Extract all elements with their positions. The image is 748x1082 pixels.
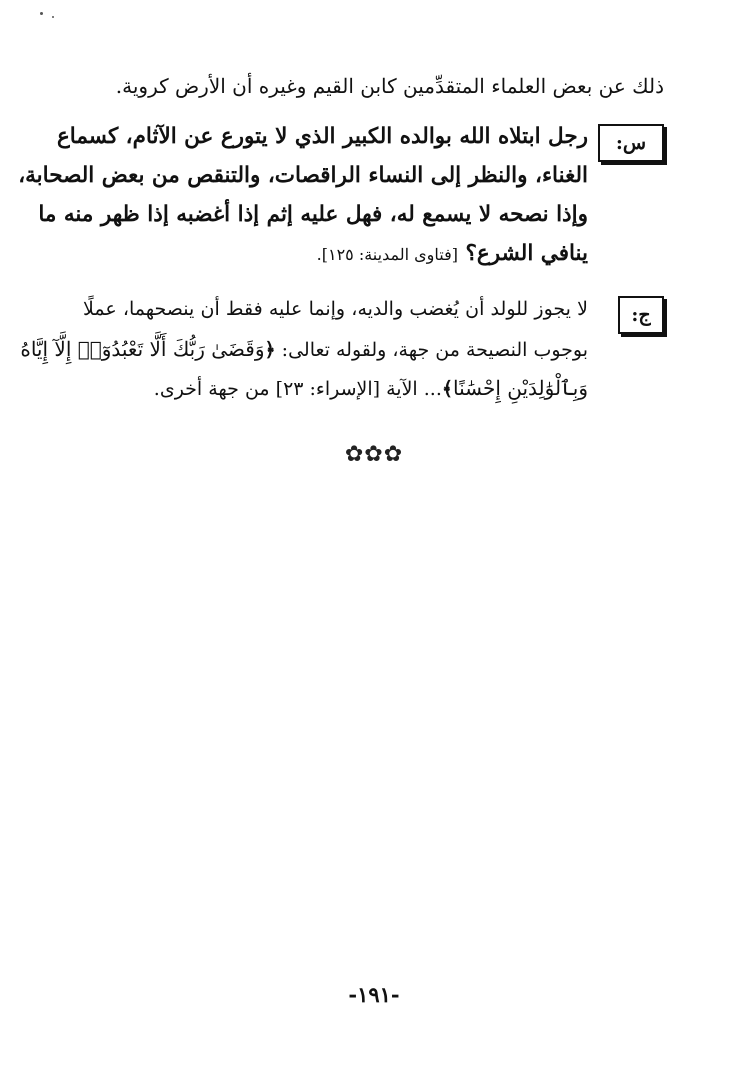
question-label bbox=[598, 124, 664, 162]
question-reference: [فتاوى المدينة: ١٢٥]. bbox=[316, 245, 458, 264]
quran-open-bracket: ﴿ bbox=[264, 339, 276, 361]
answer-line-3 bbox=[83, 376, 588, 400]
answer-label-text: ج: bbox=[631, 304, 651, 326]
question-line-4 bbox=[83, 241, 588, 266]
scan-speck bbox=[40, 12, 43, 15]
answer-line-1: لا يجوز للولد أن يُغضب والديه، وإنما عليه فقط أن ينصحهما، عملًا bbox=[83, 298, 588, 320]
quran-verse-part-2: وَبِٱلْوَٰلِدَيْنِ إِحْسَٰنًا bbox=[453, 376, 588, 400]
question-line-4-text: ينافي الشرع؟ bbox=[465, 241, 588, 266]
answer-line-3-suffix: ... الآية [الإسراء: ٢٣] من جهة أخرى. bbox=[153, 378, 442, 400]
question-line-2: الغناء، والنظر إلى النساء الراقصات، والتنقص من بعض الصحابة، bbox=[18, 163, 588, 188]
section-separator: ✿✿✿ bbox=[344, 442, 404, 467]
question-label-text: س: bbox=[615, 132, 647, 154]
answer-line-2-prefix: بوجوب النصيحة من جهة، ولقوله تعالى: bbox=[275, 339, 588, 361]
answer-label bbox=[618, 296, 664, 334]
intro-line: ذلك عن بعض العلماء المتقدِّمين كابن القيم وغيره أن الأرض كروية. bbox=[115, 74, 664, 98]
question-line-1: رجل ابتلاه الله بوالده الكبير الذي لا يتورع عن الآثام، كسماع bbox=[56, 124, 588, 149]
question-line-3: وإذا نصحه لا يسمع له، فهل عليه إثم إذا أغضبه إذا ظهر منه ما bbox=[38, 202, 588, 227]
scan-speck bbox=[52, 16, 54, 18]
answer-line-2 bbox=[20, 337, 588, 361]
page-number: -١٩١- bbox=[348, 982, 400, 1007]
quran-close-bracket: ﴾ bbox=[441, 378, 453, 400]
quran-verse-part-1: وَقَضَىٰ رَبُّكَ أَلَّا تَعْبُدُوٓا۟ إِلَّآ إِيَّاهُ bbox=[20, 337, 265, 361]
